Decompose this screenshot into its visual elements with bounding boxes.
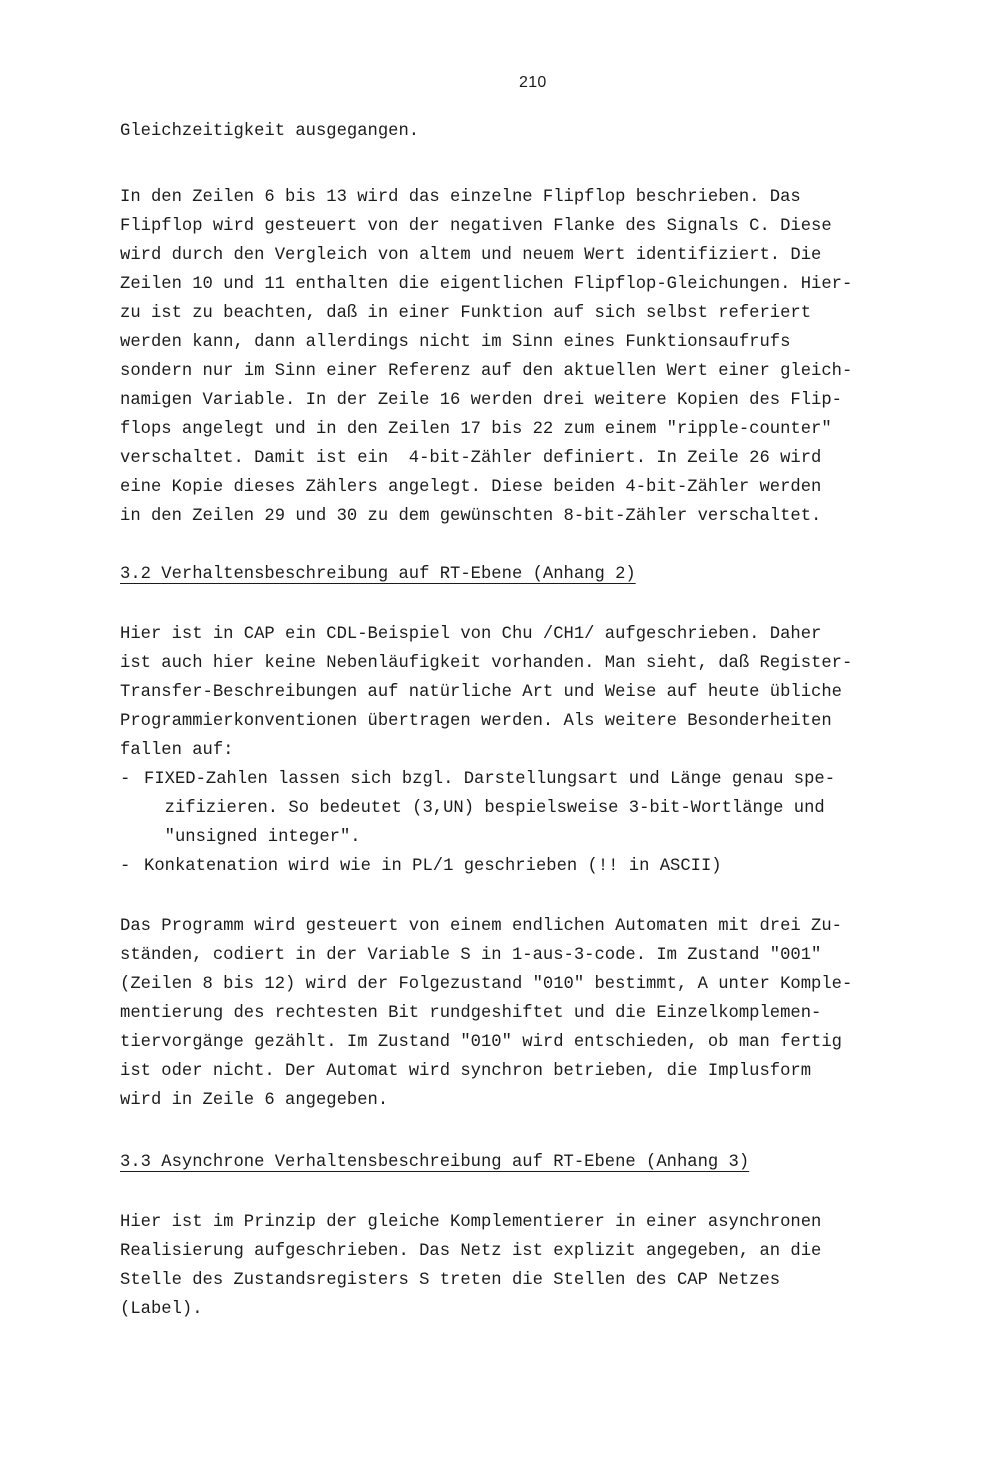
text-line: ständen, codiert in der Variable S in 1-aus-3-code. Im Zustand "001"	[120, 946, 822, 965]
text-line: werden kann, dann allerdings nicht im Sinn eines Funktionsaufrufs	[120, 333, 791, 352]
text-line: FIXED-Zahlen lassen sich bzgl. Darstellungsart und Länge genau spe-	[144, 770, 836, 789]
text-line: ist oder nicht. Der Automat wird synchron betrieben, die Implusform	[120, 1062, 812, 1081]
text-line: Transfer-Beschreibungen auf natürliche Art und Weise auf heute übliche	[120, 683, 842, 702]
paragraph-automaton	[120, 912, 950, 1115]
text-line: ist auch hier keine Nebenläufigkeit vorhanden. Man sieht, daß Register-	[120, 654, 853, 673]
paragraph-cdl-example	[120, 620, 950, 881]
text-line: wird durch den Vergleich von altem und neuem Wert identifiziert. Die	[120, 246, 822, 265]
text-line: Das Programm wird gesteuert von einem endlichen Automaten mit drei Zu-	[120, 917, 842, 936]
text-line: mentierung des rechtesten Bit rundgeshiftet und die Einzelkomplemen-	[120, 1004, 822, 1023]
paragraph-async	[120, 1208, 950, 1324]
text-line: in den Zeilen 29 und 30 zu dem gewünschten 8-bit-Zähler verschaltet.	[120, 507, 822, 526]
text-line: Hier ist im Prinzip der gleiche Komplementierer in einer asynchronen	[120, 1213, 822, 1232]
page-number: 210	[519, 74, 547, 91]
text-line: Konkatenation wird wie in PL/1 geschrieben (!! in ASCII)	[144, 857, 722, 876]
text-line: Gleichzeitigkeit ausgegangen.	[120, 122, 420, 141]
text-line: Programmierkonventionen übertragen werden. Als weitere Besonderheiten	[120, 712, 832, 731]
text-line: sondern nur im Sinn einer Referenz auf den aktuellen Wert einer gleich-	[120, 362, 853, 381]
text-line: fallen auf:	[120, 741, 234, 760]
text-line: Realisierung aufgeschrieben. Das Netz ist explizit angegeben, an die	[120, 1242, 822, 1261]
bullet-dash: -	[120, 770, 131, 789]
bullet-item	[120, 852, 950, 881]
text-line: In den Zeilen 6 bis 13 wird das einzelne Flipflop beschrieben. Das	[120, 188, 801, 207]
text-line: Hier ist in CAP ein CDL-Beispiel von Chu /CH1/ aufgeschrieben. Daher	[120, 625, 822, 644]
text-line: Zeilen 10 und 11 enthalten die eigentlichen Flipflop-Gleichungen. Hier-	[120, 275, 853, 294]
section-heading-3-2: 3.2 Verhaltensbeschreibung auf RT-Ebene (Anhang 2)	[120, 565, 636, 584]
text-line: "unsigned integer".	[144, 828, 361, 847]
text-line: Stelle des Zustandsregisters S treten die Stellen des CAP Netzes	[120, 1271, 781, 1290]
text-line: Flipflop wird gesteuert von der negativen Flanke des Signals C. Diese	[120, 217, 832, 236]
text-line: namigen Variable. In der Zeile 16 werden drei weitere Kopien des Flip-	[120, 391, 842, 410]
text-line: (Zeilen 8 bis 12) wird der Folgezustand "010" bestimmt, A unter Komple-	[120, 975, 853, 994]
bullet-dash: -	[120, 857, 131, 876]
paragraph-flipflop	[120, 183, 950, 531]
text-line: zifizieren. So bedeutet (3,UN) bespielsweise 3-bit-Wortlänge und	[144, 799, 825, 818]
text-line: wird in Zeile 6 angegeben.	[120, 1091, 389, 1110]
text-line: verschaltet. Damit ist ein 4-bit-Zähler definiert. In Zeile 26 wird	[120, 449, 822, 468]
section-heading-3-3: 3.3 Asynchrone Verhaltensbeschreibung auf RT-Ebene (Anhang 3)	[120, 1153, 750, 1172]
text-line: zu ist zu beachten, daß in einer Funktion auf sich selbst referiert	[120, 304, 812, 323]
bullet-item	[120, 765, 950, 852]
text-line: flops angelegt und in den Zeilen 17 bis 22 zum einem "ripple-counter"	[120, 420, 832, 439]
text-line: eine Kopie dieses Zählers angelegt. Diese beiden 4-bit-Zähler werden	[120, 478, 822, 497]
text-line: (Label).	[120, 1300, 203, 1319]
intro-text	[120, 117, 950, 146]
text-line: tiervorgänge gezählt. Im Zustand "010" wird entschieden, ob man fertig	[120, 1033, 842, 1052]
